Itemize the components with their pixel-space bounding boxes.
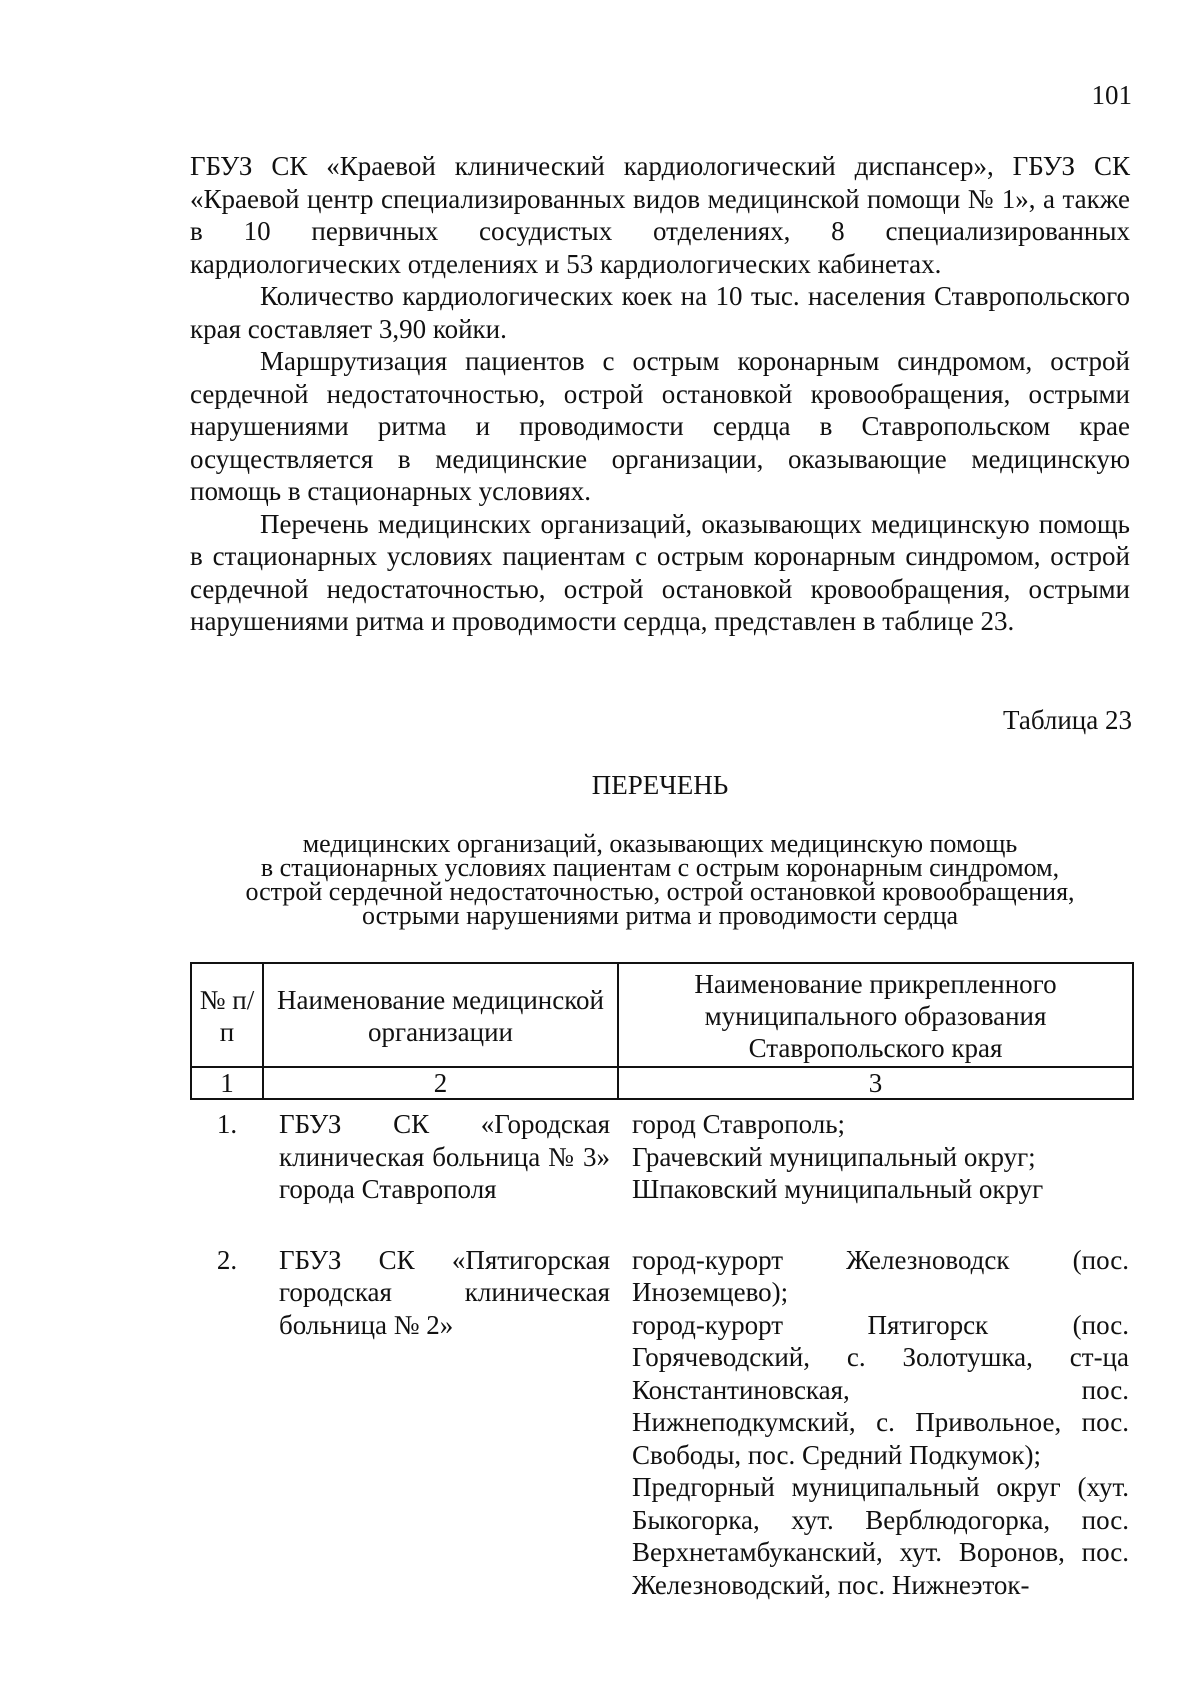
table-row — [191, 1236, 1133, 1602]
column-number: 1 — [191, 1067, 263, 1099]
municipality-item: город-курорт Железноводск (пос. Иноземцево); — [632, 1244, 1129, 1307]
header-organization: Наименование медицинской организации — [263, 963, 618, 1067]
municipality-item: Грачевский муниципальный округ; — [632, 1141, 1036, 1172]
page-number: 101 — [1091, 80, 1132, 110]
column-number: 2 — [263, 1067, 618, 1099]
municipality-item: Шпаковский муниципальный округ — [632, 1174, 1044, 1204]
table-header-row — [191, 963, 1133, 1067]
paragraph-2: Количество кардиологических коек на 10 тыс. населения Ставропольского края составляет 3,90 койки. — [190, 281, 1130, 344]
column-number-row — [191, 1067, 1133, 1099]
organizations-table — [190, 962, 1134, 1601]
header-municipality: Наименование прикрепленного муниципального образования Ставропольского края — [618, 963, 1133, 1067]
table-caption: Таблица 23 — [1003, 705, 1132, 735]
paragraph-3: Маршрутизация пациентов с острым коронарным синдромом, острой сердечной недостаточностью, острой остановкой кровообращения, острыми нарушениями ритма и проводимости сердца в Ставропольском крае осуществляется в медицинские организации, оказывающие медицинскую помощь в стационарных условиях. — [190, 346, 1130, 506]
list-title: ПЕРЕЧЕНЬ — [591, 770, 729, 800]
subtitle-line: острыми нарушениями ритма и проводимости сердца — [361, 901, 959, 930]
paragraph-1: ГБУЗ СК «Краевой клинический кардиологический диспансер», ГБУЗ СК «Краевой центр специализированных видов медицинской помощи № 1», а также в 10 первичных сосудистых отделениях, 8 специализированных кардиологических отделениях и 53 кардиологических кабинетах. — [190, 151, 1130, 279]
organization-name: ГБУЗ СК «Пятигорская городская клиническая больница № 2» — [279, 1244, 610, 1340]
list-subtitle — [190, 829, 1130, 930]
paragraph-4: Перечень медицинских организаций, оказывающих медицинскую помощь в стационарных условиях пациентам с острым коронарным синдромом, острой сердечной недостаточностью, острой остановкой кровообращения, острыми нарушениями ритма и проводимости сердца, представлен в таблице 23. — [190, 508, 1130, 636]
municipality-item: Предгорный муниципальный округ (хут. Быкогорка, хут. Верблюдогорка, пос. Верхнетамбуканский, хут. Воронов, пос. Железноводский, пос. Нижнеэток- — [632, 1472, 1129, 1600]
body-text — [190, 150, 1130, 638]
organization-name: ГБУЗ СК «Городская клиническая больница № 3» города Ставрополя — [279, 1109, 610, 1204]
row-number: 1. — [216, 1109, 238, 1139]
municipality-item: город-курорт Пятигорск (пос. Горячеводский, с. Золотушка, ст-ца Константиновская, пос. Нижнеподкумский, с. Привольное, пос. Свободы, пос. Средний Подкумок); — [632, 1309, 1129, 1470]
header-number: № п/п — [191, 963, 263, 1067]
municipality-item: город Ставрополь; — [632, 1109, 846, 1139]
column-number: 3 — [618, 1067, 1133, 1099]
subtitle-line: в стационарных условиях пациентам с острым коронарным синдромом, — [260, 853, 1060, 882]
subtitle-line: медицинских организаций, оказывающих медицинскую помощь — [302, 829, 1018, 858]
municipality-list — [618, 1099, 1133, 1236]
municipality-list — [618, 1236, 1133, 1602]
table-row — [191, 1099, 1133, 1236]
row-number: 2. — [216, 1244, 238, 1275]
subtitle-line: острой сердечной недостаточностью, острой остановкой кровообращения, — [245, 877, 1075, 906]
